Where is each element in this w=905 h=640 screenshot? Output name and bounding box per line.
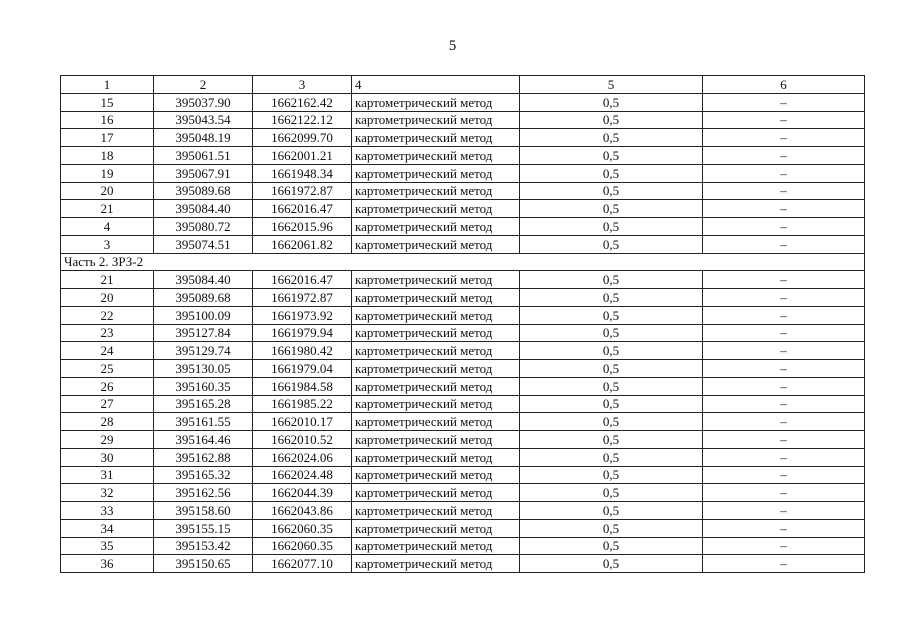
note-cell: – <box>703 93 865 111</box>
point-number-cell: 21 <box>61 271 154 289</box>
x-coordinate-cell: 395158.60 <box>154 502 253 520</box>
table-row <box>61 413 865 431</box>
x-coordinate-cell: 395100.09 <box>154 306 253 324</box>
accuracy-cell: 0,5 <box>520 377 703 395</box>
section-row <box>61 253 865 271</box>
point-number-cell: 36 <box>61 555 154 573</box>
table-row <box>61 271 865 289</box>
point-number-cell: 23 <box>61 324 154 342</box>
point-number-cell: 4 <box>61 218 154 236</box>
y-coordinate-cell: 1662099.70 <box>253 129 352 147</box>
x-coordinate-cell: 395165.32 <box>154 466 253 484</box>
y-coordinate-cell: 1662043.86 <box>253 502 352 520</box>
accuracy-cell: 0,5 <box>520 431 703 449</box>
y-coordinate-cell: 1661985.22 <box>253 395 352 413</box>
point-number-cell: 20 <box>61 182 154 200</box>
table-row <box>61 342 865 360</box>
table-row <box>61 111 865 129</box>
y-coordinate-cell: 1662016.47 <box>253 271 352 289</box>
method-cell: картометрический метод <box>352 324 520 342</box>
y-coordinate-cell: 1662122.12 <box>253 111 352 129</box>
note-cell: – <box>703 413 865 431</box>
accuracy-cell: 0,5 <box>520 324 703 342</box>
point-number-cell: 17 <box>61 129 154 147</box>
point-number-cell: 29 <box>61 431 154 449</box>
accuracy-cell: 0,5 <box>520 502 703 520</box>
method-cell: картометрический метод <box>352 537 520 555</box>
note-cell: – <box>703 484 865 502</box>
x-coordinate-cell: 395161.55 <box>154 413 253 431</box>
point-number-cell: 15 <box>61 93 154 111</box>
y-coordinate-cell: 1661972.87 <box>253 289 352 307</box>
method-cell: картометрический метод <box>352 342 520 360</box>
point-number-cell: 31 <box>61 466 154 484</box>
table-row <box>61 502 865 520</box>
x-coordinate-cell: 395084.40 <box>154 200 253 218</box>
note-cell: – <box>703 306 865 324</box>
table-row <box>61 129 865 147</box>
method-cell: картометрический метод <box>352 129 520 147</box>
table-row <box>61 164 865 182</box>
note-cell: – <box>703 289 865 307</box>
table-row <box>61 147 865 165</box>
table-row <box>61 431 865 449</box>
y-coordinate-cell: 1661984.58 <box>253 377 352 395</box>
accuracy-cell: 0,5 <box>520 448 703 466</box>
point-number-cell: 19 <box>61 164 154 182</box>
note-cell: – <box>703 200 865 218</box>
y-coordinate-cell: 1661980.42 <box>253 342 352 360</box>
table-row <box>61 235 865 253</box>
accuracy-cell: 0,5 <box>520 537 703 555</box>
x-coordinate-cell: 395153.42 <box>154 537 253 555</box>
accuracy-cell: 0,5 <box>520 306 703 324</box>
y-coordinate-cell: 1662060.35 <box>253 537 352 555</box>
accuracy-cell: 0,5 <box>520 164 703 182</box>
table-row <box>61 484 865 502</box>
table-row <box>61 377 865 395</box>
method-cell: картометрический метод <box>352 182 520 200</box>
note-cell: – <box>703 519 865 537</box>
accuracy-cell: 0,5 <box>520 235 703 253</box>
method-cell: картометрический метод <box>352 519 520 537</box>
x-coordinate-cell: 2 <box>154 76 253 94</box>
y-coordinate-cell: 1662077.10 <box>253 555 352 573</box>
table-row <box>61 200 865 218</box>
note-cell: – <box>703 537 865 555</box>
method-cell: картометрический метод <box>352 147 520 165</box>
x-coordinate-cell: 395129.74 <box>154 342 253 360</box>
table-row <box>61 218 865 236</box>
note-cell: – <box>703 377 865 395</box>
x-coordinate-cell: 395130.05 <box>154 360 253 378</box>
method-cell: картометрический метод <box>352 289 520 307</box>
table-row <box>61 395 865 413</box>
point-number-cell: 3 <box>61 235 154 253</box>
y-coordinate-cell: 1662010.52 <box>253 431 352 449</box>
y-coordinate-cell: 1662015.96 <box>253 218 352 236</box>
accuracy-cell: 0,5 <box>520 93 703 111</box>
x-coordinate-cell: 395162.88 <box>154 448 253 466</box>
note-cell: – <box>703 431 865 449</box>
accuracy-cell: 0,5 <box>520 129 703 147</box>
x-coordinate-cell: 395037.90 <box>154 93 253 111</box>
x-coordinate-cell: 395150.65 <box>154 555 253 573</box>
section-title: Часть 2. ЗРЗ-2 <box>61 253 865 271</box>
x-coordinate-cell: 395080.72 <box>154 218 253 236</box>
method-cell: картометрический метод <box>352 448 520 466</box>
page-number: 5 <box>448 38 457 54</box>
y-coordinate-cell: 1662024.48 <box>253 466 352 484</box>
method-cell: картометрический метод <box>352 235 520 253</box>
table-row <box>61 93 865 111</box>
accuracy-cell: 5 <box>520 76 703 94</box>
coordinates-table <box>60 75 865 573</box>
x-coordinate-cell: 395061.51 <box>154 147 253 165</box>
x-coordinate-cell: 395127.84 <box>154 324 253 342</box>
method-cell: картометрический метод <box>352 502 520 520</box>
note-cell: – <box>703 324 865 342</box>
table-row <box>61 519 865 537</box>
point-number-cell: 22 <box>61 306 154 324</box>
method-cell: картометрический метод <box>352 164 520 182</box>
table-row <box>61 537 865 555</box>
point-number-cell: 24 <box>61 342 154 360</box>
method-cell: картометрический метод <box>352 395 520 413</box>
method-cell: картометрический метод <box>352 218 520 236</box>
note-cell: 6 <box>703 76 865 94</box>
y-coordinate-cell: 1662010.17 <box>253 413 352 431</box>
point-number-cell: 28 <box>61 413 154 431</box>
y-coordinate-cell: 3 <box>253 76 352 94</box>
method-cell: 4 <box>352 76 520 94</box>
note-cell: – <box>703 448 865 466</box>
accuracy-cell: 0,5 <box>520 519 703 537</box>
accuracy-cell: 0,5 <box>520 555 703 573</box>
method-cell: картометрический метод <box>352 360 520 378</box>
y-coordinate-cell: 1661979.04 <box>253 360 352 378</box>
accuracy-cell: 0,5 <box>520 182 703 200</box>
x-coordinate-cell: 395162.56 <box>154 484 253 502</box>
accuracy-cell: 0,5 <box>520 271 703 289</box>
point-number-cell: 33 <box>61 502 154 520</box>
y-coordinate-cell: 1661972.87 <box>253 182 352 200</box>
accuracy-cell: 0,5 <box>520 466 703 484</box>
point-number-cell: 25 <box>61 360 154 378</box>
note-cell: – <box>703 129 865 147</box>
y-coordinate-cell: 1662060.35 <box>253 519 352 537</box>
y-coordinate-cell: 1661948.34 <box>253 164 352 182</box>
point-number-cell: 1 <box>61 76 154 94</box>
point-number-cell: 30 <box>61 448 154 466</box>
table-row <box>61 324 865 342</box>
y-coordinate-cell: 1662061.82 <box>253 235 352 253</box>
accuracy-cell: 0,5 <box>520 147 703 165</box>
note-cell: – <box>703 555 865 573</box>
method-cell: картометрический метод <box>352 431 520 449</box>
method-cell: картометрический метод <box>352 200 520 218</box>
table-row <box>61 360 865 378</box>
method-cell: картометрический метод <box>352 271 520 289</box>
x-coordinate-cell: 395164.46 <box>154 431 253 449</box>
note-cell: – <box>703 235 865 253</box>
accuracy-cell: 0,5 <box>520 413 703 431</box>
note-cell: – <box>703 182 865 200</box>
accuracy-cell: 0,5 <box>520 395 703 413</box>
y-coordinate-cell: 1662044.39 <box>253 484 352 502</box>
note-cell: – <box>703 271 865 289</box>
table-row <box>61 466 865 484</box>
accuracy-cell: 0,5 <box>520 360 703 378</box>
table-row <box>61 306 865 324</box>
note-cell: – <box>703 111 865 129</box>
note-cell: – <box>703 147 865 165</box>
method-cell: картометрический метод <box>352 466 520 484</box>
method-cell: картометрический метод <box>352 484 520 502</box>
table-row <box>61 448 865 466</box>
table-header-row <box>61 76 865 94</box>
method-cell: картометрический метод <box>352 306 520 324</box>
table-row <box>61 555 865 573</box>
accuracy-cell: 0,5 <box>520 289 703 307</box>
x-coordinate-cell: 395160.35 <box>154 377 253 395</box>
method-cell: картометрический метод <box>352 413 520 431</box>
point-number-cell: 26 <box>61 377 154 395</box>
point-number-cell: 27 <box>61 395 154 413</box>
y-coordinate-cell: 1662162.42 <box>253 93 352 111</box>
note-cell: – <box>703 502 865 520</box>
point-number-cell: 35 <box>61 537 154 555</box>
accuracy-cell: 0,5 <box>520 111 703 129</box>
method-cell: картометрический метод <box>352 555 520 573</box>
accuracy-cell: 0,5 <box>520 342 703 360</box>
accuracy-cell: 0,5 <box>520 218 703 236</box>
point-number-cell: 32 <box>61 484 154 502</box>
note-cell: – <box>703 466 865 484</box>
note-cell: – <box>703 164 865 182</box>
x-coordinate-cell: 395043.54 <box>154 111 253 129</box>
x-coordinate-cell: 395074.51 <box>154 235 253 253</box>
x-coordinate-cell: 395067.91 <box>154 164 253 182</box>
table-row <box>61 289 865 307</box>
method-cell: картометрический метод <box>352 93 520 111</box>
x-coordinate-cell: 395165.28 <box>154 395 253 413</box>
point-number-cell: 34 <box>61 519 154 537</box>
y-coordinate-cell: 1662001.21 <box>253 147 352 165</box>
method-cell: картометрический метод <box>352 111 520 129</box>
note-cell: – <box>703 342 865 360</box>
x-coordinate-cell: 395089.68 <box>154 182 253 200</box>
x-coordinate-cell: 395089.68 <box>154 289 253 307</box>
point-number-cell: 20 <box>61 289 154 307</box>
table-row <box>61 182 865 200</box>
x-coordinate-cell: 395084.40 <box>154 271 253 289</box>
note-cell: – <box>703 218 865 236</box>
accuracy-cell: 0,5 <box>520 200 703 218</box>
point-number-cell: 18 <box>61 147 154 165</box>
y-coordinate-cell: 1661979.94 <box>253 324 352 342</box>
x-coordinate-cell: 395048.19 <box>154 129 253 147</box>
table-body <box>61 76 865 573</box>
point-number-cell: 21 <box>61 200 154 218</box>
note-cell: – <box>703 395 865 413</box>
note-cell: – <box>703 360 865 378</box>
point-number-cell: 16 <box>61 111 154 129</box>
y-coordinate-cell: 1661973.92 <box>253 306 352 324</box>
accuracy-cell: 0,5 <box>520 484 703 502</box>
method-cell: картометрический метод <box>352 377 520 395</box>
x-coordinate-cell: 395155.15 <box>154 519 253 537</box>
y-coordinate-cell: 1662024.06 <box>253 448 352 466</box>
y-coordinate-cell: 1662016.47 <box>253 200 352 218</box>
